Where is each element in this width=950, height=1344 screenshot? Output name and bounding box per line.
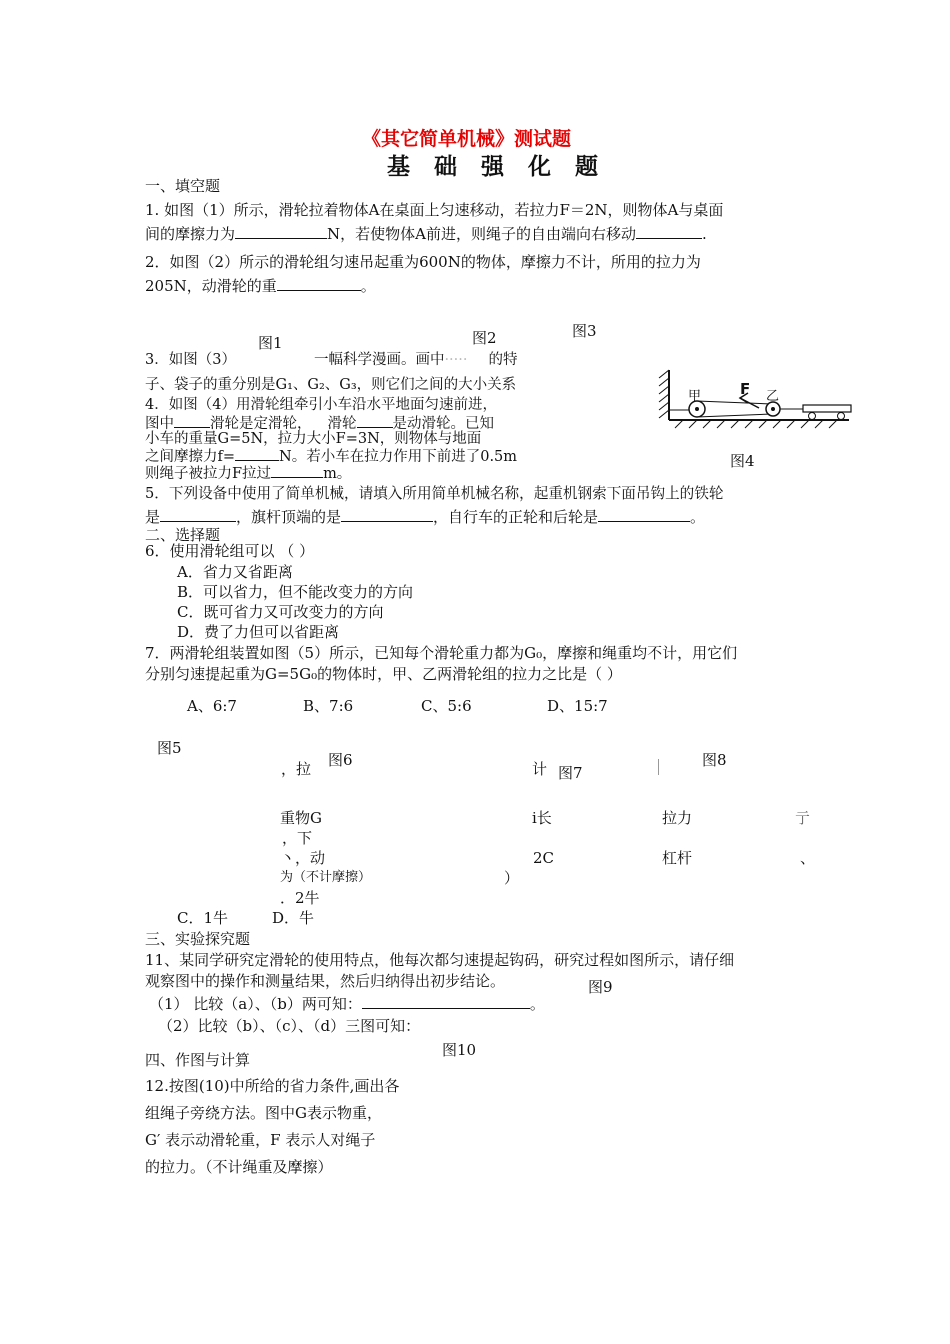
fragment-o: ．2牛 (280, 889, 320, 907)
q5-text-b: ，旗杆顶端的是 (236, 508, 342, 526)
q4-text-f: N。若小车在拉力作用下前进了0.5m (279, 449, 518, 465)
q5-blank-1[interactable] (160, 507, 236, 522)
q12-line1: 12.按图(10)中所给的省力条件,画出各 (145, 1077, 400, 1095)
q6-option-c: C．既可省力又可改变力的方向 (177, 603, 384, 621)
section-heading-fill-in: 一、填空题 (145, 177, 221, 195)
q6-option-a: A．省力又省距离 (177, 563, 293, 581)
fragment-n: ） (504, 869, 520, 887)
q4-blank-1[interactable] (174, 413, 210, 428)
q5-line2 (145, 507, 705, 527)
q6-option-d: D．费了力但可以省距离 (177, 623, 340, 641)
fragment-l: 、 (800, 849, 816, 867)
page-title: 《其它简单机械》测试题 (362, 128, 572, 150)
q4-line1: 4．如图（4）用滑轮组牵引小车沿水平地面匀速前进， (145, 397, 497, 413)
q7-option-d: D、15:7 (547, 697, 608, 715)
q3-line1: 3．如图（3） 一幅科学漫画。画中····· 的特 (145, 352, 518, 368)
q7-line1: 7．两滑轮组装置如图（5）所示，已知每个滑轮重力都为G₀，摩擦和绳重均不计，用它们 (145, 644, 738, 662)
q1-blank-2[interactable] (636, 224, 702, 239)
q11-text-a: （1） 比较（a）、（b）两可知： (149, 995, 362, 1013)
figure-4-label-jia: 甲 (688, 389, 702, 404)
figure-4-diagram (655, 368, 860, 438)
q2-blank[interactable] (277, 276, 361, 291)
q3-text-c: 的特 (488, 352, 518, 368)
figure-2-label: 图2 (472, 329, 497, 347)
q11-line2: 观察图中的操作和测量结果，然后归纳得出初步结论。 (145, 972, 506, 990)
fragment-i: 丶，动 (280, 849, 326, 867)
q4-blank-4[interactable] (271, 463, 323, 478)
q3-line2: 子、袋子的重分别是G₁、G₂、G₃，则它们之间的大小关系 (145, 377, 517, 393)
q4-text-e: 之间摩擦力f= (145, 449, 236, 465)
q1-text-c: . (701, 225, 707, 243)
q2-text-a: 205N，动滑轮的重 (145, 277, 277, 295)
q1-text-a: 间的摩擦力为 (145, 225, 236, 243)
section-heading-choice: 二、选择题 (145, 526, 221, 544)
fragment-a: ，拉 (281, 760, 312, 778)
q5-text-a: 是 (145, 508, 161, 526)
q4-text-a: 图中 (145, 416, 174, 432)
q5-text-d: 。 (690, 508, 706, 526)
q4-blank-2[interactable] (357, 413, 393, 428)
fragment-f: 亍 (795, 809, 811, 827)
q4-text-h: m。 (323, 466, 352, 482)
q4-line3: 小车的重量G=5N，拉力大小F=3N，则物体与地面 (145, 431, 482, 447)
figure-10-label: 图10 (442, 1041, 477, 1059)
q5-line1: 5．下列设备中使用了简单机械，请填入所用简单机械名称，起重机钢索下面吊钩上的铁轮 (145, 485, 724, 502)
q5-blank-3[interactable] (598, 507, 690, 522)
figure-5-label: 图5 (157, 739, 182, 757)
fragment-b: 计 (532, 760, 548, 778)
q7-option-c: C、5:6 (421, 697, 472, 715)
q6-stem: 6．使用滑轮组可以 （ ） (145, 542, 315, 560)
figure-4-label-force: F (740, 380, 751, 398)
q4-text-c: 滑轮 (327, 416, 357, 432)
q1-line2 (145, 224, 707, 244)
section-heading-experiment: 三、实验探究题 (145, 930, 251, 948)
q11-text-b: 。 (529, 995, 545, 1013)
q11-line3 (149, 994, 545, 1014)
q4-text-d: 是动滑轮。已知 (392, 416, 494, 432)
q7-option-a: A、6:7 (187, 697, 237, 715)
fragment-e: 拉力 (662, 809, 693, 827)
q12-line3: G′ 表示动滑轮重，F 表示人对绳子 (145, 1131, 376, 1149)
section-heading-drawing: 四、作图与计算 (145, 1051, 251, 1069)
q7-option-b: B、7:6 (303, 697, 354, 715)
q1-line1: 1. 如图（1）所示，滑轮拉着物体A在桌面上匀速移动，若拉力F＝2N，则物体A与桌面 (145, 201, 724, 219)
q3-text-a: 3．如图（3） (145, 352, 236, 368)
fragment-m: 为（不计摩擦） (280, 870, 372, 885)
q4-text-g: 则绳子被拉力F拉过 (145, 466, 272, 482)
q5-text-c: ，自行车的正轮和后轮是 (433, 508, 599, 526)
fragment-c: 重物G (280, 809, 322, 827)
fragment-mark (658, 759, 665, 775)
figure-9-label: 图9 (588, 978, 613, 996)
q11-line4: （2）比较（b）、（c）、（d）三图可知： (158, 1017, 421, 1035)
q1-text-b: N，若使物体A前进，则绳子的自由端向右移动 (327, 225, 636, 243)
q4-text-b: 滑轮是定滑轮， (210, 416, 312, 432)
figure-3-label: 图3 (572, 322, 597, 340)
figure-7-label: 图7 (558, 764, 583, 782)
fragment-p: C．1牛 (177, 909, 229, 927)
figure-8-label: 图8 (702, 751, 727, 769)
q12-line2: 组绳子旁绕方法。图中G表示物重， (145, 1104, 382, 1122)
q6-option-b: B．可以省力，但不能改变力的方向 (177, 583, 414, 601)
q2-line1: 2．如图（2）所示的滑轮组匀速吊起重为600N的物体，摩擦力不计，所用的拉力为 (145, 253, 701, 271)
fragment-j: 2C (533, 849, 555, 867)
figure-4-label-yi: 乙 (766, 389, 780, 404)
figure-6-label: 图6 (328, 751, 353, 769)
fragment-q: D．牛 (272, 909, 315, 927)
q2-text-b: 。 (360, 277, 376, 295)
page-subtitle: 基 础 强 化 题 (387, 153, 607, 180)
q7-line2: 分别匀速提起重为G=5G₀的物体时，甲、乙两滑轮组的拉力之比是（ ） (145, 665, 622, 683)
fragment-d: i长 (532, 809, 552, 827)
q4-blank-3[interactable] (235, 446, 279, 461)
q11-line1: 11、某同学研究定滑轮的使用特点，他每次都匀速提起钩码，研究过程如图所示，请仔细 (145, 951, 735, 969)
q11-blank-1[interactable] (362, 994, 530, 1009)
q5-blank-2[interactable] (341, 507, 433, 522)
figure-1-label: 图1 (258, 334, 283, 352)
q3-text-b: 一幅科学漫画。画中 (313, 352, 445, 368)
q1-blank-1[interactable] (235, 224, 327, 239)
q4-line5 (145, 463, 351, 483)
q12-line4: 的拉力。（不计绳重及摩擦） (145, 1158, 333, 1176)
fragment-k: 杠杆 (662, 849, 693, 867)
fragment-g: ，下 (282, 829, 313, 847)
figure-4-label: 图4 (730, 452, 755, 470)
q2-line2 (145, 276, 376, 296)
